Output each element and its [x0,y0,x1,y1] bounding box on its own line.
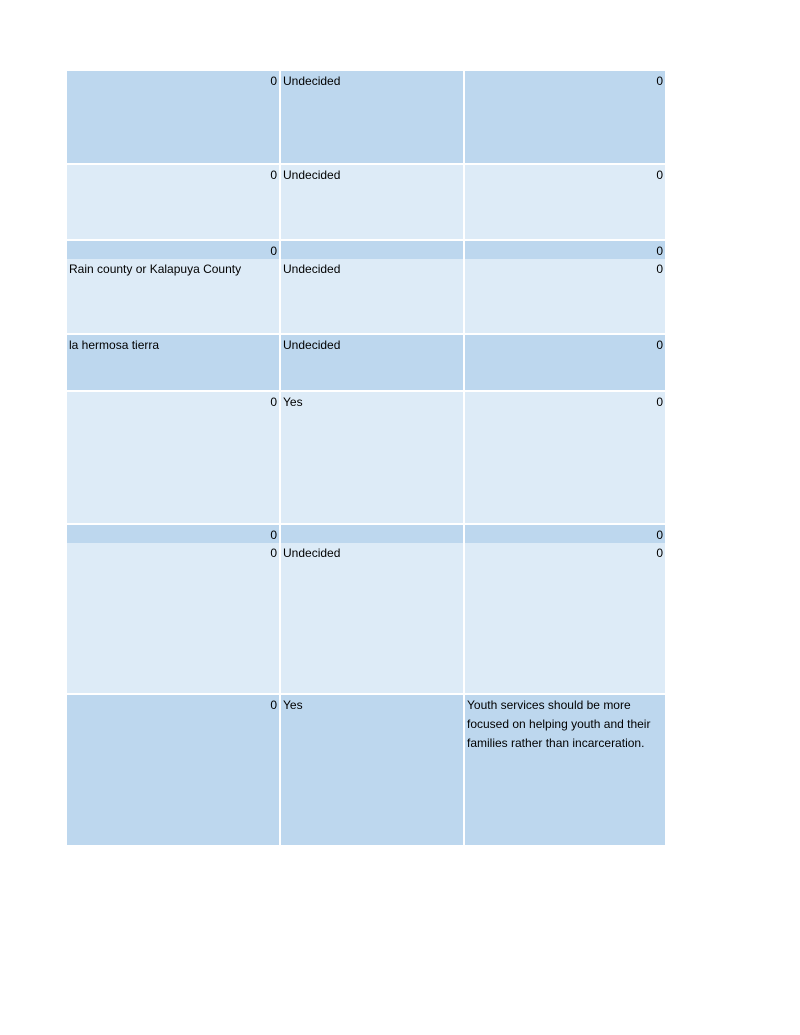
cell-col3: 0 [465,165,665,239]
cell-col1: la hermosa tierra [67,335,279,390]
cell-col2: Undecided [281,71,463,163]
cell-col1: 0 [67,71,279,163]
cell-col1: 0 [67,392,279,523]
table-row [67,392,665,523]
cell-col2: Undecided [281,165,463,239]
table-row [67,543,665,693]
cell-col2: Yes [281,392,463,523]
cell-col1: 0 [67,543,279,693]
cell-col2: Undecided [281,543,463,693]
table-row [67,165,665,239]
cell-col2: Undecided [281,259,463,333]
table-row [67,71,665,163]
spreadsheet-table [67,71,665,847]
cell-col3: 0 [465,259,665,333]
cell-col3: 0 [465,525,665,544]
cell-col3: 0 [465,543,665,693]
table-row [67,259,665,333]
table-row [67,241,665,257]
cell-col3: 0 [465,241,665,260]
cell-col3: 0 [465,335,665,390]
cell-col1: Rain county or Kalapuya County [67,259,279,333]
cell-col2: Undecided [281,335,463,390]
cell-col3: 0 [465,392,665,523]
cell-col2: Yes [281,695,463,845]
cell-col1: 0 [67,165,279,239]
table-row [67,695,665,845]
cell-col1: 0 [67,525,279,544]
cell-col1: 0 [67,241,279,260]
cell-col1: 0 [67,695,279,845]
cell-col3: Youth services should be more focused on helping youth and their families rather than incarceration. [465,695,665,845]
cell-col2 [281,525,463,544]
table-row [67,335,665,390]
cell-col2 [281,241,463,260]
cell-col3: 0 [465,71,665,163]
table-row [67,525,665,541]
